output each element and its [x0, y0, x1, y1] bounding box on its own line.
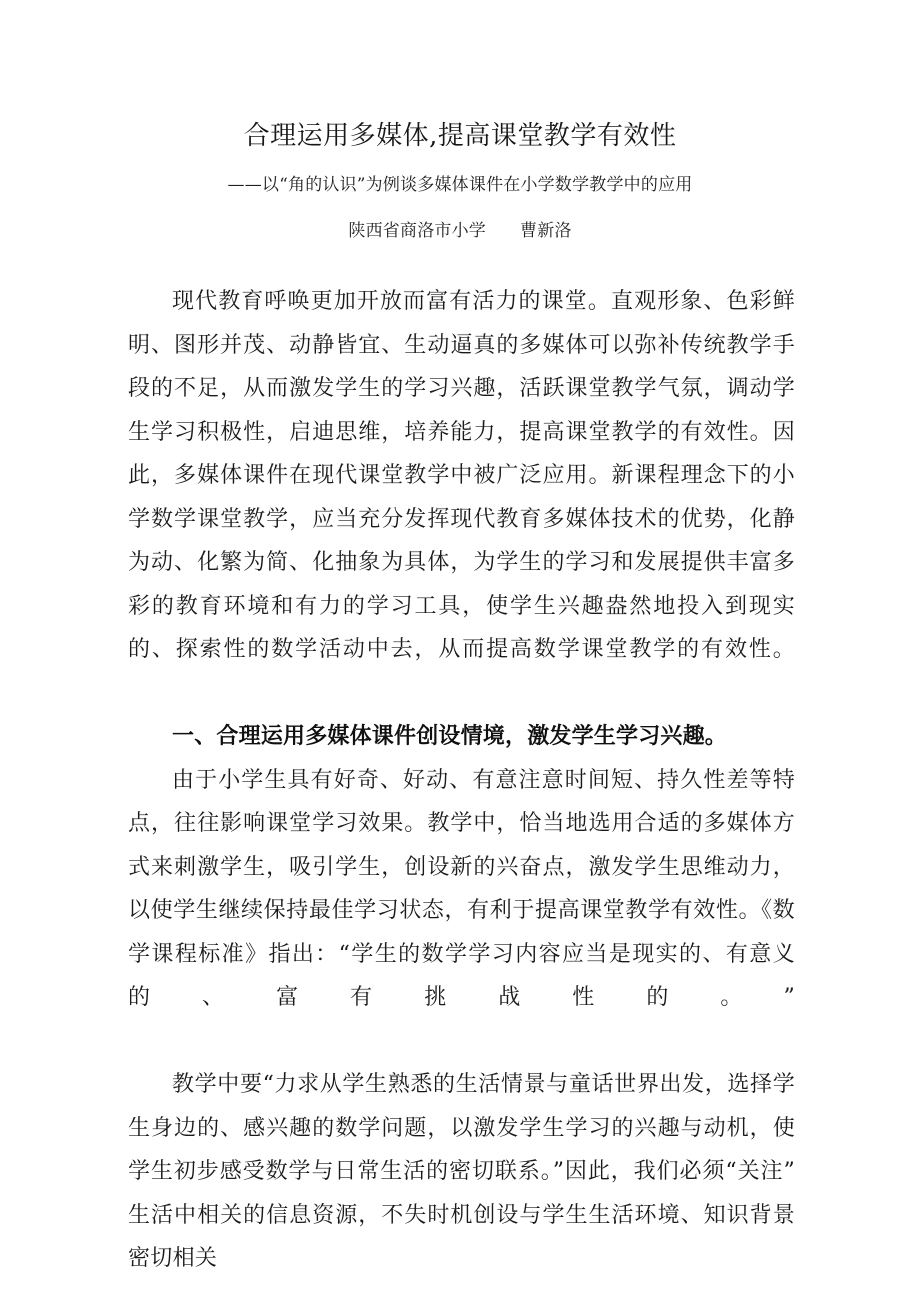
- body-text-area: [0, 280, 920, 1281]
- section-heading-one: 一、合理运用多媒体课件创设情境，激发学生学习兴趣。: [172, 724, 728, 749]
- title-block: [0, 0, 920, 244]
- paragraph-section-one-part-a: 由于小学生具有好奇、好动、有意注意时间短、持久性差等特点，往往影响课堂学习效果。教学中，恰当地选用合适的多媒体方式来刺激学生，吸引学生，创设新的兴奋点，激发学生思维动力，以使学生继续保持最佳学习状态，有利于提高课堂教学有效性。《数学课程标准》指出：“学生的数学学习内容应当是现实的、有意义的、富有挑战性的。”: [128, 767, 795, 1010]
- paragraph-intro: 现代教育呼唤更加开放而富有活力的课堂。直观形象、色彩鲜明、图形并茂、动静皆宜、生动逼真的多媒体可以弥补传统教学手段的不足，从而激发学生的学习兴趣，活跃课堂教学气氛，调动学生学习积极性，启迪思维，培养能力，提高课堂教学的有效性。因此，多媒体课件在现代课堂教学中被广泛应用。新课程理念下的小学数学课堂教学，应当充分发挥现代教育多媒体技术的优势，化静为动、化繁为简、化抽象为具体，为学生的学习和发展提供丰富多彩的教育环境和有力的学习工具，使学生兴趣盎然地投入到现实的、探索性的数学活动中去，从而提高数学课堂教学的有效性。: [128, 289, 795, 662]
- author-line: [0, 218, 920, 244]
- paragraph-section-one-part-b: 教学中要“力求从学生熟悉的生活情景与童话世界出发，选择学生身边的、感兴趣的数学问题，以激发学生学习的兴趣与动机，使学生初步感受数学与日常生活的密切联系。”因此，我们必须“关注”生活中相关的信息资源，不失时机创设与学生生活环境、知识背景密切相关: [128, 1072, 795, 1271]
- document-subtitle: ——以“角的认识”为例谈多媒体课件在小学数学教学中的应用: [227, 175, 693, 195]
- page-title: 合理运用多媒体,提高课堂教学有效性: [243, 121, 677, 151]
- author-institution: 陕西省商洛市小学: [348, 221, 486, 241]
- author-name: 曹新洛: [520, 221, 572, 241]
